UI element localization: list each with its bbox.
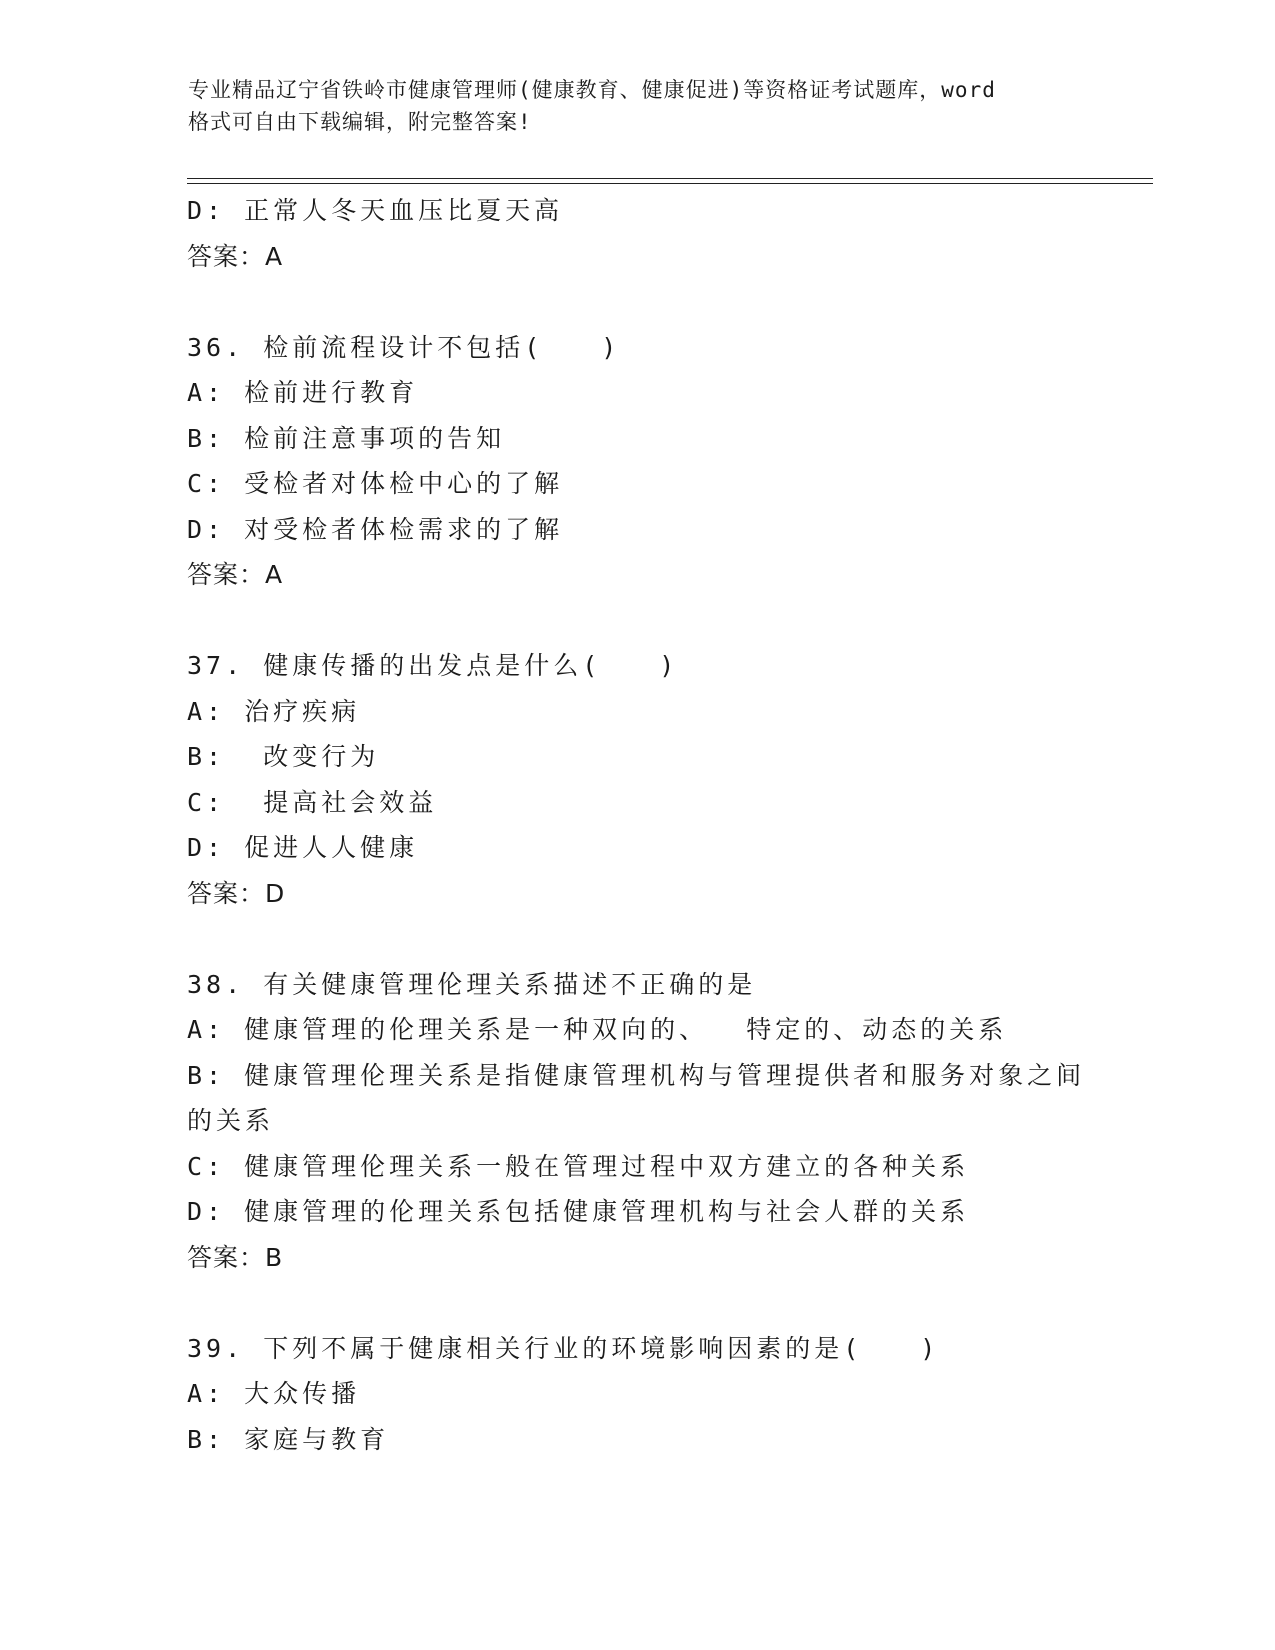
answer-line: 答案：A — [187, 560, 284, 589]
question-36 — [187, 325, 1087, 598]
question-39 — [187, 1326, 1087, 1463]
option-b-continued: 的关系 — [187, 1106, 275, 1135]
option-d: D: 对受检者体检需求的了解 — [187, 514, 564, 544]
option-d: D: 健康管理的伦理关系包括健康管理机构与社会人群的关系 — [187, 1197, 970, 1226]
question-text: 36. 检前流程设计不包括( ) — [187, 332, 621, 362]
option-b: B: 健康管理伦理关系是指健康管理机构与管理提供者和服务对象之间 — [187, 1060, 1086, 1090]
question-list — [187, 188, 1087, 1462]
question-37 — [187, 643, 1087, 916]
option-a: A: 检前进行教育 — [187, 378, 419, 407]
answer-line: 答案：A — [187, 241, 284, 271]
option-c: C: 健康管理伦理关系一般在管理过程中双方建立的各种关系 — [187, 1151, 970, 1181]
answer-line: 答案：B — [187, 1242, 284, 1272]
header-line-2: 格式可自由下载编辑，附完整答案! — [188, 110, 532, 134]
header-divider-top — [187, 178, 1153, 179]
option-a: A: 健康管理的伦理关系是一种双向的、 特定的、动态的关系 — [187, 1015, 1008, 1044]
option-a: A: 治疗疾病 — [187, 696, 361, 726]
option-d: D: 促进人人健康 — [187, 833, 419, 862]
option-c: C: 受检者对体检中心的了解 — [187, 469, 564, 498]
option-b: B: 检前注意事项的告知 — [187, 423, 506, 453]
question-text: 37. 健康传播的出发点是什么( ) — [187, 651, 679, 680]
question-text: 38. 有关健康管理伦理关系描述不正确的是 — [187, 969, 757, 999]
question-38 — [187, 962, 1087, 1281]
header-line-1: 专业精品辽宁省铁岭市健康管理师(健康教育、健康促进)等资格证考试题库，word — [188, 78, 996, 102]
answer-line: 答案：D — [187, 878, 286, 908]
option-a: A: 大众传播 — [187, 1379, 361, 1408]
option-d: D: 正常人冬天血压比夏天高 — [187, 196, 564, 225]
question-35-tail — [187, 188, 1087, 279]
option-b: B: 改变行为 — [187, 742, 380, 771]
question-text: 39. 下列不属于健康相关行业的环境影响因素的是( ) — [187, 1333, 940, 1363]
document-header — [188, 74, 1088, 138]
option-b: B: 家庭与教育 — [187, 1424, 390, 1454]
option-c: C: 提高社会效益 — [187, 787, 438, 817]
header-divider-bottom — [187, 183, 1153, 184]
